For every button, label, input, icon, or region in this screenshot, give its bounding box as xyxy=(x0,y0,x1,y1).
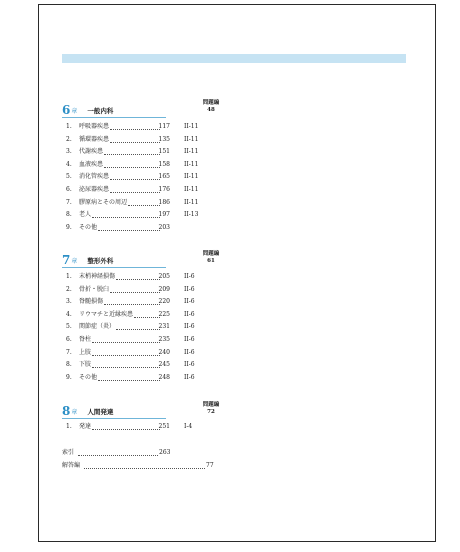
item-number: 6. xyxy=(66,185,72,193)
item-number: 2. xyxy=(66,135,72,143)
item-ref: II-11 xyxy=(184,198,199,206)
item-ref: II-6 xyxy=(184,348,195,356)
chapter-8-heading xyxy=(62,402,166,419)
item-ref: II-11 xyxy=(184,123,199,130)
item-ref: II-6 xyxy=(184,323,195,331)
item-page: 186 xyxy=(158,198,170,206)
item-ref: II-6 xyxy=(184,373,195,381)
leader-dots xyxy=(78,455,158,456)
leader-dots xyxy=(110,142,160,143)
item-title: 老人 xyxy=(79,211,92,219)
chapter-number: 6 xyxy=(62,103,71,117)
item-title: その他 xyxy=(79,223,98,231)
answers-page: 77 xyxy=(206,462,214,469)
item-page: 165 xyxy=(158,173,170,181)
item-page: 197 xyxy=(158,211,170,219)
leader-dots xyxy=(110,192,160,193)
chapter-title: 人間発達 xyxy=(87,408,114,416)
item-number: 5. xyxy=(66,323,72,331)
leader-dots xyxy=(110,292,160,293)
mondai-label xyxy=(200,100,222,114)
item-page: 209 xyxy=(158,285,170,293)
leader-dots xyxy=(98,230,160,231)
item-page: 203 xyxy=(158,223,170,231)
item-title: 呼吸器疾患 xyxy=(79,123,110,130)
item-title: 脊柱 xyxy=(79,335,92,343)
item-page: 225 xyxy=(158,310,170,318)
item-ref: II-6 xyxy=(184,273,195,280)
item-title: 消化管疾患 xyxy=(79,173,110,181)
item-ref: II-13 xyxy=(184,211,199,219)
leader-dots xyxy=(116,329,160,330)
item-page: 235 xyxy=(158,335,170,343)
item-ref: II-6 xyxy=(184,310,195,318)
item-number: 3. xyxy=(66,148,72,156)
item-number: 4. xyxy=(66,160,72,168)
leader-dots xyxy=(92,342,160,343)
item-number: 7. xyxy=(66,198,72,206)
item-number: 2. xyxy=(66,285,72,293)
item-ref: I-4 xyxy=(184,423,193,430)
item-title: 下肢 xyxy=(79,361,92,369)
leader-dots xyxy=(92,217,160,218)
chapter-title: 整形外科 xyxy=(87,257,114,265)
leader-dots xyxy=(116,279,160,280)
item-number: 1. xyxy=(66,273,72,280)
item-ref: II-6 xyxy=(184,298,195,306)
index-label: 索引 xyxy=(62,449,75,456)
item-page: 135 xyxy=(158,135,170,143)
item-page: 240 xyxy=(158,348,170,356)
mondai-text: 問題編 xyxy=(202,100,220,106)
item-page: 245 xyxy=(158,361,170,369)
chapter-word: 章 xyxy=(71,409,78,416)
item-ref: II-6 xyxy=(184,335,195,343)
chapter-number: 7 xyxy=(62,253,71,267)
leader-dots xyxy=(134,317,160,318)
mondai-label xyxy=(200,402,222,416)
leader-dots xyxy=(104,154,160,155)
item-title: 代謝疾患 xyxy=(79,148,104,156)
item-title: 末梢神経損傷 xyxy=(79,273,116,280)
item-number: 1. xyxy=(66,423,72,430)
chapter-word: 章 xyxy=(71,108,78,115)
leader-dots xyxy=(92,429,160,430)
leader-dots xyxy=(128,205,160,206)
item-title: リウマチと近縁疾患 xyxy=(79,310,134,318)
item-title: 膠原病とその周辺 xyxy=(79,198,128,206)
item-ref: II-6 xyxy=(184,285,195,293)
item-page: 176 xyxy=(158,185,170,193)
item-number: 1. xyxy=(66,123,72,130)
leader-dots xyxy=(104,304,160,305)
item-page: 231 xyxy=(158,323,170,331)
item-number: 9. xyxy=(66,373,72,381)
item-title: 骨折・脱臼 xyxy=(79,285,110,293)
leader-dots xyxy=(110,179,160,180)
mondai-text: 問題編 xyxy=(202,402,220,408)
mondai-page: 61 xyxy=(207,258,215,264)
item-number: 6. xyxy=(66,335,72,343)
item-title: 脊髄損傷 xyxy=(79,298,104,306)
chapter-6-heading xyxy=(62,101,166,118)
item-number: 8. xyxy=(66,211,72,219)
item-title: その他 xyxy=(79,373,98,381)
item-page: 151 xyxy=(158,148,170,156)
item-page: 158 xyxy=(158,160,170,168)
item-ref: II-11 xyxy=(184,185,199,193)
chapter-title: 一般内科 xyxy=(87,107,114,115)
item-title: 上肢 xyxy=(79,348,92,356)
answers-entry[interactable] xyxy=(62,461,222,471)
index-entry[interactable] xyxy=(62,448,182,458)
mondai-page: 48 xyxy=(207,107,215,113)
item-title: 関節症（炎） xyxy=(79,323,116,331)
item-title: 発達 xyxy=(79,423,92,430)
item-number: 4. xyxy=(66,310,72,318)
item-number: 5. xyxy=(66,173,72,181)
item-page: 251 xyxy=(158,423,170,430)
index-page: 263 xyxy=(159,449,171,456)
leader-dots xyxy=(98,380,160,381)
item-title: 泌尿器疾患 xyxy=(79,185,110,193)
header-band xyxy=(62,54,406,63)
mondai-label xyxy=(200,251,222,265)
item-number: 8. xyxy=(66,361,72,369)
item-page: 117 xyxy=(158,123,170,130)
item-number: 7. xyxy=(66,348,72,356)
leader-dots xyxy=(92,355,160,356)
leader-dots xyxy=(92,367,160,368)
item-page: 220 xyxy=(158,298,170,306)
item-ref: II-11 xyxy=(184,160,199,168)
leader-dots xyxy=(84,468,205,469)
leader-dots xyxy=(104,167,160,168)
chapter-word: 章 xyxy=(71,258,78,265)
item-ref: II-11 xyxy=(184,173,199,181)
leader-dots xyxy=(110,129,160,130)
item-page: 248 xyxy=(158,373,170,381)
mondai-text: 問題編 xyxy=(202,251,220,257)
item-page: 205 xyxy=(158,273,170,280)
item-number: 3. xyxy=(66,298,72,306)
item-ref: II-6 xyxy=(184,361,195,369)
answers-label: 解答編 xyxy=(62,462,81,469)
chapter-number: 8 xyxy=(62,404,71,418)
item-ref: II-11 xyxy=(184,148,199,156)
item-number: 9. xyxy=(66,223,72,231)
item-title: 血液疾患 xyxy=(79,160,104,168)
item-title: 循環器疾患 xyxy=(79,135,110,143)
item-ref: II-11 xyxy=(184,135,199,143)
mondai-page: 72 xyxy=(207,409,215,415)
chapter-7-heading xyxy=(62,251,166,268)
